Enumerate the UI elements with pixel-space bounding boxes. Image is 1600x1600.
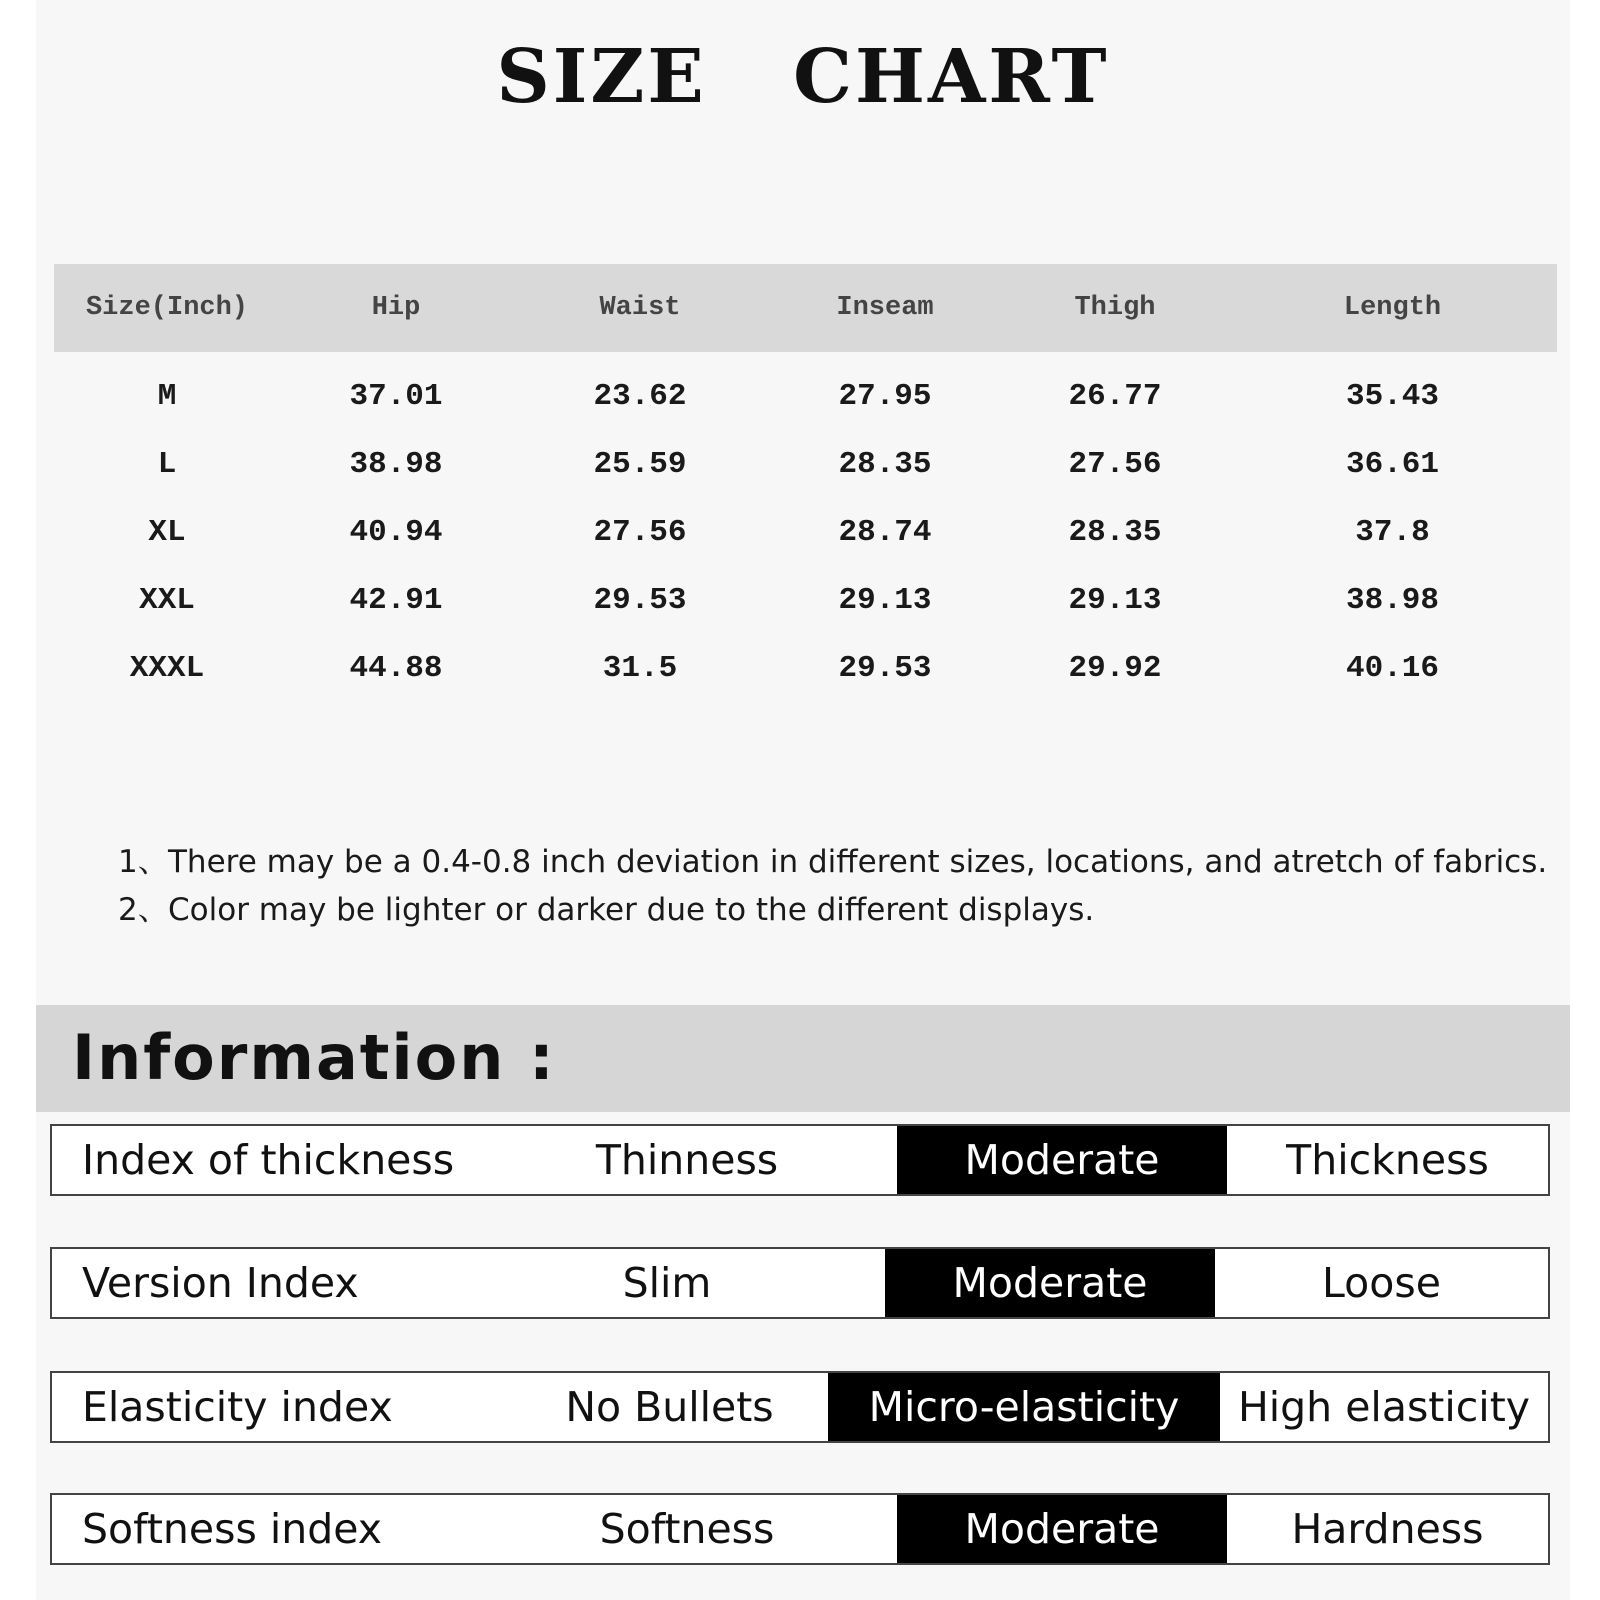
option-moderate-selected: Moderate bbox=[897, 1495, 1227, 1563]
table-cell: 29.13 bbox=[1068, 582, 1162, 618]
column-header-inseam: Inseam bbox=[768, 264, 1002, 352]
table-cell: 44.88 bbox=[349, 650, 443, 686]
option-loose: Loose bbox=[1322, 1259, 1441, 1307]
table-row bbox=[54, 498, 1557, 566]
table-cell: 27.56 bbox=[593, 514, 687, 550]
note-text: There may be a 0.4-0.8 inch deviation in different sizes, locations, and atretch of fabrics. bbox=[168, 844, 1548, 880]
table-cell: 36.61 bbox=[1345, 446, 1439, 482]
index-label: Elasticity index bbox=[82, 1383, 393, 1431]
table-row bbox=[54, 430, 1557, 498]
size-chart-panel bbox=[36, 0, 1570, 1600]
option-high-elasticity: High elasticity bbox=[1237, 1383, 1531, 1431]
table-cell: XL bbox=[148, 514, 186, 550]
table-cell: 26.77 bbox=[1068, 378, 1162, 414]
column-header-waist: Waist bbox=[512, 264, 768, 352]
column-header-size: Size(Inch) bbox=[54, 264, 280, 352]
option-moderate-selected: Moderate bbox=[897, 1126, 1227, 1194]
table-cell: 28.35 bbox=[1068, 514, 1162, 550]
table-cell: 37.8 bbox=[1355, 514, 1430, 550]
option-hardness: Hardness bbox=[1291, 1505, 1484, 1553]
table-cell: 28.74 bbox=[838, 514, 932, 550]
note-number: 2、 bbox=[118, 892, 169, 928]
table-cell: 29.92 bbox=[1068, 650, 1162, 686]
table-cell: M bbox=[157, 378, 177, 414]
table-cell: 38.98 bbox=[349, 446, 443, 482]
table-cell: L bbox=[157, 446, 177, 482]
information-header bbox=[36, 1005, 1570, 1112]
table-cell: 25.59 bbox=[593, 446, 687, 482]
option-softness: Softness bbox=[599, 1505, 775, 1553]
table-cell: 29.53 bbox=[838, 650, 932, 686]
table-cell: 27.95 bbox=[838, 378, 932, 414]
table-row bbox=[54, 566, 1557, 634]
table-cell: XXXL bbox=[129, 650, 205, 686]
column-header-length: Length bbox=[1228, 264, 1557, 352]
table-cell: 37.01 bbox=[349, 378, 443, 414]
table-cell: 23.62 bbox=[593, 378, 687, 414]
table-header-row bbox=[54, 264, 1557, 352]
table-row bbox=[54, 634, 1557, 702]
table-cell: 29.53 bbox=[593, 582, 687, 618]
table-cell: XXL bbox=[139, 582, 195, 618]
table-cell: 28.35 bbox=[838, 446, 932, 482]
table-cell: 29.13 bbox=[838, 582, 932, 618]
table-cell: 31.5 bbox=[602, 650, 678, 686]
softness-index-row bbox=[50, 1493, 1550, 1565]
index-label: Version Index bbox=[82, 1259, 359, 1307]
version-index-row bbox=[50, 1247, 1550, 1319]
information-title: Information : bbox=[72, 1021, 556, 1094]
elasticity-index-row bbox=[50, 1371, 1550, 1443]
option-no-bullets: No Bullets bbox=[565, 1383, 774, 1431]
thickness-index-row bbox=[50, 1124, 1550, 1196]
table-cell: 27.56 bbox=[1068, 446, 1162, 482]
size-table bbox=[54, 264, 1557, 702]
note-text: Color may be lighter or darker due to the different displays. bbox=[168, 892, 1095, 928]
option-thinness: Thinness bbox=[595, 1136, 779, 1184]
note-item bbox=[118, 838, 1548, 886]
column-header-thigh: Thigh bbox=[1002, 264, 1228, 352]
note-number: 1、 bbox=[118, 844, 169, 880]
table-cell: 42.91 bbox=[349, 582, 443, 618]
option-moderate-selected: Moderate bbox=[885, 1249, 1215, 1317]
table-cell: 40.94 bbox=[349, 514, 443, 550]
index-label: Softness index bbox=[82, 1505, 383, 1553]
page-title: SIZE CHART bbox=[496, 34, 1110, 120]
index-label: Index of thickness bbox=[82, 1136, 455, 1184]
notes-list bbox=[118, 838, 1548, 934]
table-cell: 35.43 bbox=[1345, 378, 1439, 414]
option-slim: Slim bbox=[622, 1259, 712, 1307]
option-micro-elasticity-selected: Micro-elasticity bbox=[828, 1373, 1220, 1441]
column-header-hip: Hip bbox=[280, 264, 512, 352]
note-item bbox=[118, 886, 1538, 934]
option-thickness: Thickness bbox=[1286, 1136, 1489, 1184]
table-cell: 38.98 bbox=[1345, 582, 1439, 618]
table-cell: 40.16 bbox=[1345, 650, 1439, 686]
table-row bbox=[54, 352, 1557, 430]
